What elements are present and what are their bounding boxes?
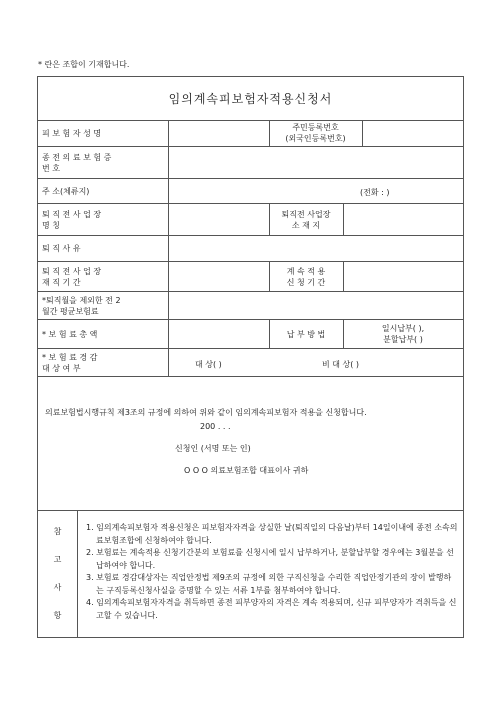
row-avg-premium	[38, 292, 463, 320]
label-prev-insurer-card: 종 전 의 료 보 험 증 번 호	[38, 147, 169, 178]
reference-section	[38, 510, 463, 637]
label-retired-company-address: 퇴직전 사업장 소 재 지	[281, 209, 331, 230]
form-title: 임의계속피보험자적용신청서	[38, 77, 463, 121]
pay-lump-sum: 일시납부( ),	[381, 324, 425, 333]
row-insured-name	[38, 120, 463, 147]
declaration-text: 의료보험법시행규칙 제3조의 규정에 의하여 위와 같이 임의계속피보험자 적용을 신청합니다.	[45, 408, 367, 417]
label-address: 주 소(체류지)	[38, 179, 169, 203]
reference-heading: 참 고 사 항	[38, 510, 78, 637]
reduction-non-target: 비 대 상( )	[322, 360, 360, 369]
label-apply-period: 계 속 적 용 신 청 기 간	[286, 266, 326, 287]
reference-item: 3. 보험료 경감대상자는 직업안정법 제9조의 규정에 의한 구직신청을 수리한 직업안정기관의 장이 발행하는 구직등록신청사실을 증명할 수 있는 서류 1부를 첨부하여야 합니다.	[86, 573, 452, 595]
pay-method-options	[343, 320, 463, 348]
phone-label: (전화 : )	[360, 188, 390, 197]
label-retire-reason: 퇴 직 사 유	[38, 236, 169, 261]
row-reduction	[38, 349, 463, 377]
declaration-addressee: O O O 의료보험조합 대표이사 귀하	[184, 466, 309, 475]
row-retired-company	[38, 204, 463, 236]
row-total-premium	[38, 320, 463, 349]
declaration-applicant: 신청인 (서명 또는 인)	[175, 444, 251, 453]
label-avg-premium: *퇴직월을 제외한 전 2 월간 평균보험료	[38, 292, 169, 319]
row-retire-reason	[38, 236, 463, 262]
pay-installment: 분할납부( )	[383, 335, 423, 344]
application-form	[37, 76, 464, 638]
label-total-premium: * 보 험 료 총 액	[38, 320, 169, 348]
label-insured-name: 피 보 험 자 성 명	[38, 120, 169, 146]
declaration-date: 200 . . .	[200, 422, 231, 431]
reduction-target: 대 상( )	[195, 360, 222, 369]
reference-item: 2. 보험료는 계속적용 신청기간분의 보험료를 신청시에 일시 납부하거나, 분할납부할 경우에는 3월분을 선납하여야 합니다.	[86, 548, 454, 570]
label-work-period: 퇴 직 전 사 업 장 재 직 기 간	[38, 262, 169, 291]
row-address	[38, 179, 463, 204]
row-work-period	[38, 262, 463, 292]
reference-item: 4. 임의계속피보험자자격을 취득하면 종전 피부양자의 자격은 계속 적용되며, 신규 피부양자가 격취득을 신고할 수 있습니다.	[86, 598, 457, 620]
label-resident-no: 주민등록번호 (외국인등록번호)	[285, 123, 346, 143]
form-note: * 란은 조합이 기재합니다.	[38, 60, 130, 69]
label-retired-company: 퇴 직 전 사 업 장 명 칭	[38, 204, 169, 235]
reference-item: 1. 임의계속피보험자 적용신청은 피보험자자격을 상실한 날(퇴직일의 다음날)부터 14일이내에 종전 소속의료보험조합에 신청하여야 합니다.	[86, 523, 458, 545]
label-reduction: * 보 험 료 경 감 대 상 여 부	[38, 349, 169, 376]
reference-items	[86, 522, 458, 622]
declaration-section	[38, 377, 463, 511]
row-prev-insurer-card	[38, 147, 463, 179]
label-pay-method: 납 부 방 법	[286, 329, 326, 339]
